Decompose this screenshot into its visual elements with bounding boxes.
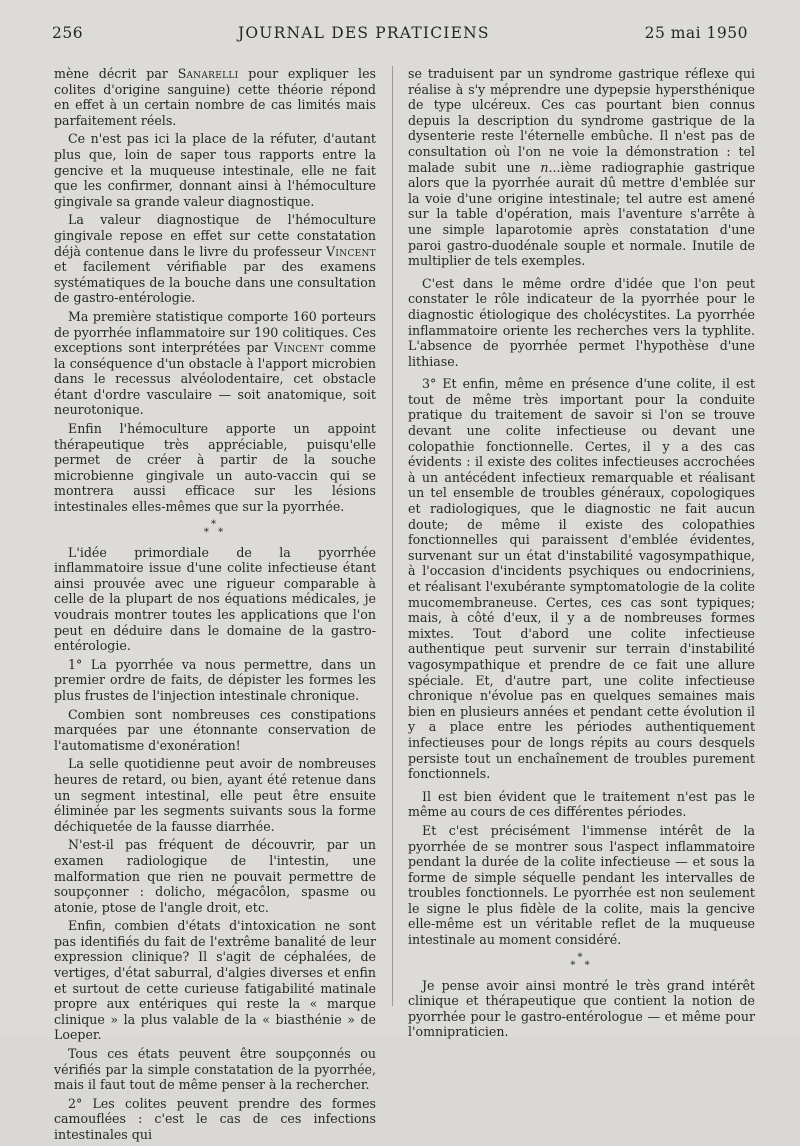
- text-run: et facilement vérifiable par des examens systématiques de la bouche dans une consultation de gastro-entérologie.: [54, 259, 376, 306]
- text-run: pour expliquer les colites d'origine sanguine) cette théorie répond en effet à un certain nombre de cas limités mais parfaitement réels.: [54, 66, 376, 128]
- paragraph: Combien sont nombreuses ces constipations marquées par une étonnante conservation de l'automatisme d'exonération!: [54, 706, 376, 753]
- paragraph: [54, 66, 376, 128]
- page-number: 256: [52, 24, 84, 42]
- text-run: se traduisent par un syndrome gastrique réflexe qui réalise à s'y méprendre une dypepsie hypersthénique de type ulcéreux. Ces cas pourtant bien connus depuis la description du syndrome gastrique de la dysenterie reste l'éternelle embûche. Il n'est pas de consultation où l'on ne voie la démonstration : tel malade subit une: [408, 66, 755, 175]
- paragraph: 3° Et enfin, même en présence d'une colite, il est tout de même très important pour la conduite pratique du traitement de savoir si l'on se trouve devant une colite infectieuse ou devant une colopathie fonctionnelle. Certes, il y a des cas évidents : il existe des colites infectieuses accrochées à un antécédent infectieux remarquable et réalisant un tel ensemble de troubles généraux, copologiques et radiologiques, que le diagnostic ne fait aucun doute; de même il existe des colopathies fonctionnelles qui paraissent d'emblée évidentes, survenant sur un état d'instabilité vagosympathique, à l'occasion d'incidents psychiques ou endocriniens, et réalisant l'exubérante symptomatologie de la colite mucomembraneuse. Certes, ces cas sont typiques; mais, à côté d'eux, il y a de nombreuses formes mixtes. Tout d'abord une colite infectieuse authentique peut survenir sur terrain d'instabilité vagosympathique et prendre de ce fait une allure spéciale. Et, d'autre part, une colite infectieuse chronique n'évolue pas en quelques semaines mais bien en plusieurs années et pendant cette évolution il y a place entre les périodes authentiquement infectieuses pour de longs répits au cours desquels persiste tout un enchaînement de troubles purement fonctionnels.: [408, 376, 755, 782]
- page-header: [52, 24, 748, 46]
- section-separator-asterism: * * *: [203, 518, 227, 538]
- paragraph: [54, 212, 376, 306]
- left-column: [54, 66, 376, 1146]
- text-run: comme la conséquence d'un obstacle à l'apport microbien dans le recessus alvéolodentaire, cet obstacle étant d'ordre vasculaire — soit anatomique, soit neurotonique.: [54, 340, 376, 418]
- text-run: mène décrit par S: [54, 66, 187, 81]
- paragraph: L'idée primordiale de la pyorrhée inflammatoire issue d'une colite infectieuse étant ainsi prouvée avec une rigueur comparable à celle de la plupart de nos équations médicales, je voudrais montrer toutes les applications que l'on peut en déduire dans le domaine de la gastro-entérologie.: [54, 544, 376, 654]
- paragraph: Je pense avoir ainsi montré le très grand intérêt clinique et thérapeutique que contient la notion de pyorrhée pour le gastro-entérologue — et même pour l'omnipraticien.: [408, 977, 755, 1040]
- paragraph: Et c'est précisément l'immense intérêt de la pyorrhée de se montrer sous l'aspect inflammatoire pendant la durée de la colite infectieuse — et sous la forme de simple séquelle pendant les intervalles de troubles fonctionnels. Le pyorrhée est non seulement le signe le plus fidèle de la colite, mais la gencive elle-même est un véritable reflet de la muqueuse intestinale au moment considéré.: [408, 822, 755, 948]
- issue-date: 25 mai 1950: [644, 24, 748, 42]
- author-name-vincent: Vincent: [326, 243, 376, 259]
- italic-n: n: [540, 159, 549, 175]
- paragraph: 2° Les colites peuvent prendre des formes camouflées : c'est le cas de ces infections intestinales qui: [54, 1095, 376, 1142]
- paragraph: Ce n'est pas ici la place de la réfuter, d'autant plus que, loin de saper tous rapports entre la gencive et la muqueuse intestinale, elle ne fait que les confirmer, donnant ainsi à l'hémoculture gingivale sa grande valeur diagnostique.: [54, 131, 376, 209]
- paragraph: La selle quotidienne peut avoir de nombreuses heures de retard, ou bien, ayant été retenue dans un segment intestinal, elle peut être ensuite éliminée par les segments suivants sous la forme déchiquetée de la fausse diarrhée.: [54, 756, 376, 834]
- paragraph: N'est-il pas fréquent de découvrir, par un examen radiologique de l'intestin, une malformation que rien ne pouvait permettre de soupçonner : dolicho, mégacôlon, spasme ou atonie, ptose de l'angle droit, etc.: [54, 837, 376, 915]
- author-name-vincent: Vincent: [274, 340, 324, 356]
- author-name-sanarelli: anarelli: [186, 66, 239, 81]
- paragraph: 1° La pyorrhée va nous permettre, dans un premier ordre de faits, de dépister les formes les plus frustes de l'injection intestinale chronique.: [54, 656, 376, 703]
- paragraph: C'est dans le même ordre d'idée que l'on peut constater le rôle indicateur de la pyorrhée pour le diagnostic étiologique des cholécystites. La pyorrhée inflammatoire oriente les recherches vers la typhlite. L'absence de pyorrhée permet l'hypothèse d'une lithiase.: [408, 275, 755, 369]
- column-divider: [392, 66, 393, 1006]
- paragraph: [408, 66, 755, 269]
- text-run: Ma première statistique comporte 160 porteurs de pyorrhée inflammatoire sur 190 colitiques. Ces exceptions sont interprétées par: [54, 308, 376, 356]
- right-column: [408, 66, 755, 1043]
- section-separator-asterism: * * *: [570, 951, 593, 971]
- paragraph: Tous ces états peuvent être soupçonnés ou vérifiés par la simple constatation de la pyorrhée, mais il faut tout de même penser à la rechercher.: [54, 1046, 376, 1093]
- paragraph: Enfin, combien d'états d'intoxication ne sont pas identifiés du fait de l'extrême banalité de leur expression clinique? Il s'agit de céphalées, de vertiges, d'état saburral, d'algies diverses et enfin et surtout de cette curieuse fatigabilité matinale propre aux entériques qui reste la « marque clinique » la plus valable de la « biasthénie » de Loeper.: [54, 918, 376, 1043]
- text-run: ...ième radiographie gastrique alors que la pyorrhée aurait dû mettre d'emblée sur la voie d'une origine intestinale; tel autre est amené sur la table d'opération, mais l'aventure s'arrête à une simple laparotomie après constatation d'une paroi gastro-duodénale souple et normale. Inutile de multiplier de tels exemples.: [408, 159, 755, 269]
- paragraph: [54, 309, 376, 418]
- paragraph: Enfin l'hémoculture apporte un appoint thérapeutique très appréciable, puisqu'elle permet de créer à partir de la souche microbienne gingivale un auto-vaccin qui se montrera aussi efficace sur les lésions intestinales elles-mêmes que sur la pyorrhée.: [54, 421, 376, 515]
- text-run: La valeur diagnostique de l'hémoculture gingivale repose en effet sur cette constatation déjà contenue dans le livre du professeur: [54, 212, 376, 259]
- journal-title: JOURNAL DES PRATICIENS: [237, 24, 490, 42]
- paragraph: Il est bien évident que le traitement n'est pas le même au cours de ces différentes périodes.: [408, 788, 755, 820]
